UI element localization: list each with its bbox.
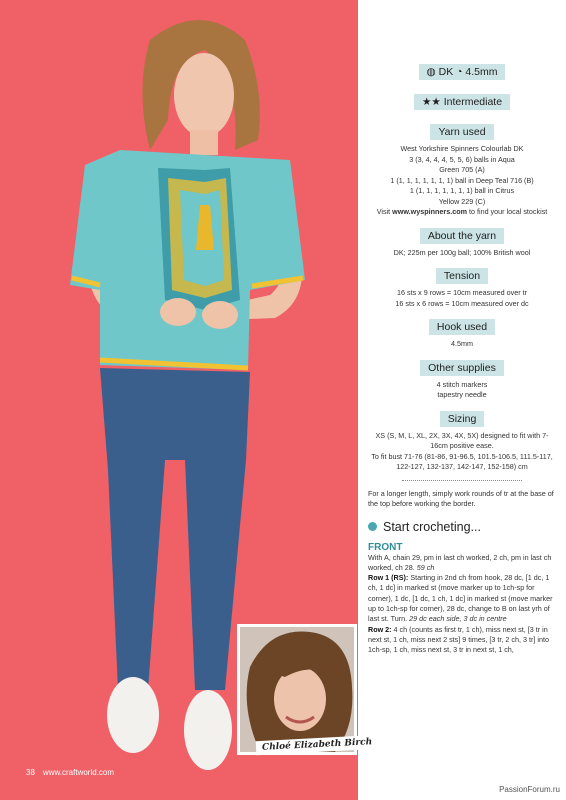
other-supplies-text — [368, 380, 556, 401]
designer-portrait — [237, 624, 357, 755]
yarn-line: 1 (1, 1, 1, 1, 1, 1, 1) ball in Deep Teal 716 (B) — [390, 175, 534, 185]
tension-heading: Tension — [436, 268, 488, 284]
designer-caption: Chloé Elizabeth Birch — [256, 735, 379, 755]
sizing-heading: Sizing — [440, 411, 485, 427]
row-2-label: Row 2: — [368, 624, 392, 634]
supply-line: 4 stitch markers — [436, 379, 488, 389]
stars-icon: ★★ — [421, 96, 441, 108]
hook-size: 4.5mm — [465, 66, 498, 78]
start-title: Start crocheting... — [383, 519, 481, 534]
visit-suffix: to find your local stockist — [466, 207, 548, 216]
page-folio — [26, 768, 114, 777]
sizing-line: To fit bust 71-76 (81-86, 91-96.5, 101.5-106.5, 111.5-117, 122-127, 132-137, 142-147, 152-158) cm — [371, 451, 553, 471]
row-1-count: 29 dc each side, 3 dc in centre — [409, 614, 507, 624]
sizing-line: XS (S, M, L, XL, 2X, 3X, 4X, 5X) designed to fit with 7-16cm positive ease. — [375, 430, 549, 450]
level-label: Intermediate — [443, 96, 503, 108]
row-1 — [368, 573, 556, 624]
yarn-ball-icon: ◍ — [426, 66, 436, 78]
level-pill — [414, 94, 510, 110]
yarn-used-heading: Yarn used — [430, 124, 493, 140]
front-instructions — [368, 553, 556, 656]
pattern-info-column — [368, 62, 556, 655]
page-number: 38 — [26, 768, 35, 777]
tension-text — [368, 288, 556, 309]
stockist-link[interactable]: www.wyspinners.com — [392, 207, 467, 216]
watermark: PassionForum.ru — [499, 785, 560, 794]
row-1-text: Starting in 2nd ch from hook, 28 dc, [1 dc, 1 ch, 1 dc] in marked st (move marker up to 1ch-sp for corner), 1 dc, [1 dc, 1 ch, 1 dc] in marked st (move marker up to 1ch-sp for corner), 28 dc, change to B on last yrh of last st. Turn. — [368, 573, 553, 624]
row-2-text: 4 ch (counts as first tr, 1 ch), miss next st, [3 tr in next st, 1 ch, miss next 2 sts] 9 times, [3 tr, 2 ch, 3 tr] into 1ch-sp, 1 ch, miss next st, 3 tr in next st, 1 ch, — [368, 624, 549, 655]
yarn-line: West Yorkshire Spinners Colourlab DK — [400, 144, 524, 153]
visit-prefix: Visit — [376, 207, 393, 216]
tension-line: 16 sts x 9 rows = 10cm measured over tr — [396, 288, 528, 297]
longer-length-note: For a longer length, simply work rounds of tr at the base of the top before working the border. — [368, 488, 554, 508]
tension-line: 16 sts x 6 rows = 10cm measured over dc — [395, 298, 529, 308]
front-heading: FRONT — [368, 541, 403, 553]
intro-count: 59 ch — [416, 562, 435, 572]
site-url: www.craftworld.com — [42, 768, 115, 777]
intro-text: With A, chain 29, pm in last ch worked, 2 ch, pm in last ch worked, ch 28. — [368, 552, 552, 572]
yarn-used-list — [368, 144, 556, 218]
sizing-text — [368, 431, 556, 473]
hook-used-heading: Hook used — [429, 319, 495, 335]
dotted-divider — [402, 479, 522, 481]
start-heading — [368, 520, 556, 534]
hook-used-text: 4.5mm — [451, 339, 473, 348]
about-yarn-text: DK; 225m per 100g ball; 100% British wool — [393, 247, 531, 257]
other-supplies-heading: Other supplies — [420, 360, 504, 376]
yarn-line: Green 705 (A) — [439, 165, 485, 174]
yarn-weight: DK — [438, 66, 454, 78]
row-2 — [368, 625, 556, 656]
front-intro — [368, 553, 556, 574]
about-yarn-heading: About the yarn — [420, 228, 504, 244]
yarn-line: Yellow 229 (C) — [438, 196, 486, 206]
hook-icon: ◔ — [456, 66, 463, 78]
yarn-hook-pill — [419, 64, 506, 80]
stockist-text — [368, 207, 556, 218]
supply-line: tapestry needle — [437, 390, 487, 399]
row-1-label: Row 1 (RS): — [368, 573, 409, 583]
bullet-dot-icon — [368, 522, 377, 531]
yarn-line: 3 (3, 4, 4, 4, 5, 5, 6) balls in Aqua — [409, 154, 515, 164]
yarn-line: 1 (1, 1, 1, 1, 1, 1, 1) ball in Citrus — [409, 186, 515, 195]
